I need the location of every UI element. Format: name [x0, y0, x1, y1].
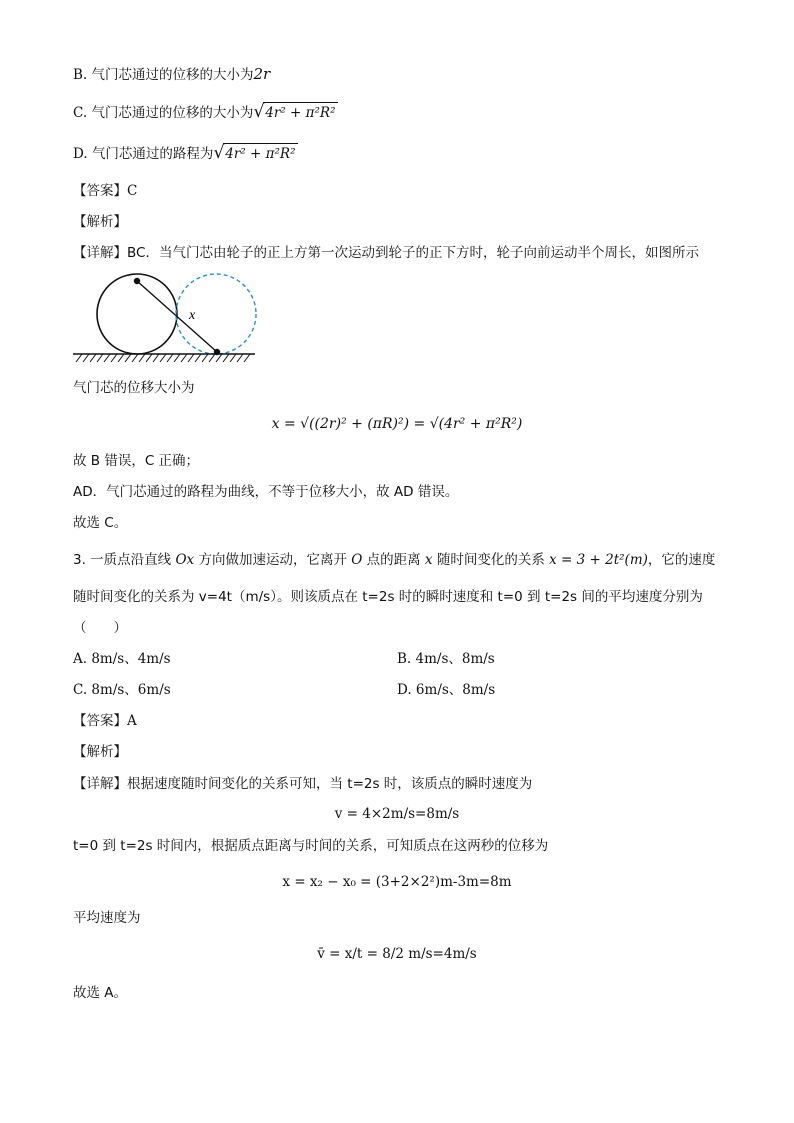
detail-2-line-2: t=0 到 t=2s 时间内，根据质点距离与时间的关系，可知质点在这两秒的位移为	[73, 838, 549, 854]
q3-line-1: 3. 一质点沿直线 Ox 方向做加速运动，它离开 O 点的距离 x 随时间变化的关系 x = 3 + 2t²(m)，它的速度	[73, 552, 716, 568]
option-d: D. 气门芯通过的路程为√4r² + π²R²	[73, 143, 296, 163]
wheel-end-circle	[176, 274, 256, 354]
q3-option-d: D. 6m/s、8m/s	[397, 682, 496, 698]
conclusion-3: 故选 C。	[73, 515, 128, 531]
answer-2: 【答案】A	[73, 713, 137, 729]
option-b-math: 2r	[253, 65, 271, 83]
q3-option-b: B. 4m/s、8m/s	[397, 651, 495, 667]
displacement-formula: x = √((2r)² + (πR)²) = √(4r² + π²R²)	[271, 416, 523, 432]
option-c: C. 气门芯通过的位移的大小为√4r² + π²R²	[73, 102, 336, 122]
answer-1: 【答案】C	[73, 183, 138, 199]
displacement-label: x	[189, 308, 196, 323]
analysis-heading-2: 【解析】	[73, 744, 127, 760]
conclusion-1: 故 B 错误，C 正确；	[73, 453, 200, 469]
wheel-start-circle	[97, 274, 177, 354]
average-velocity-equation: v̄ = x/t = 8/2 m/s=4m/s	[317, 946, 477, 962]
displacement-equation: x = x₂ − x₀ = (3+2×2²)m-3m=8m	[282, 874, 512, 890]
option-b: B. 气门芯通过的位移的大小为2r	[73, 65, 271, 83]
detail-2-line-1: 【详解】根据速度随时间变化的关系可知，当 t=2s 时，该质点的瞬时速度为	[73, 776, 533, 792]
detail-1: 【详解】BC．当气门芯由轮子的正上方第一次运动到轮子的正下方时，轮子向前运动半个周长，如图所示	[73, 245, 699, 261]
q3-option-c: C. 8m/s、6m/s	[73, 682, 171, 698]
q3-line-2: 随时间变化的关系为 v=4t（m/s）。则该质点在 t=2s 时的瞬时速度和 t=0 到 t=2s 间的平均速度分别为	[73, 589, 703, 605]
analysis-heading-1: 【解析】	[73, 214, 127, 230]
conclusion-2: AD．气门芯通过的路程为曲线，不等于位移大小，故 AD 错误。	[73, 484, 459, 500]
wheel-figure	[70, 272, 260, 370]
q3-line-3: （ ）	[73, 620, 127, 636]
final-choice: 故选 A。	[73, 985, 128, 1001]
detail-2-line-3: 平均速度为	[73, 910, 141, 926]
ground-hatching	[76, 354, 250, 362]
displacement-intro: 气门芯的位移大小为	[73, 380, 195, 396]
option-d-math: 4r² + π²R²	[223, 143, 297, 164]
option-c-math: 4r² + π²R²	[263, 102, 337, 123]
q3-option-a: A. 8m/s、4m/s	[73, 651, 171, 667]
start-point	[134, 278, 140, 284]
velocity-equation: v = 4×2m/s=8m/s	[334, 806, 460, 822]
q3-position-equation: x = 3 + 2t²(m)	[549, 552, 648, 568]
displacement-line	[137, 281, 217, 352]
